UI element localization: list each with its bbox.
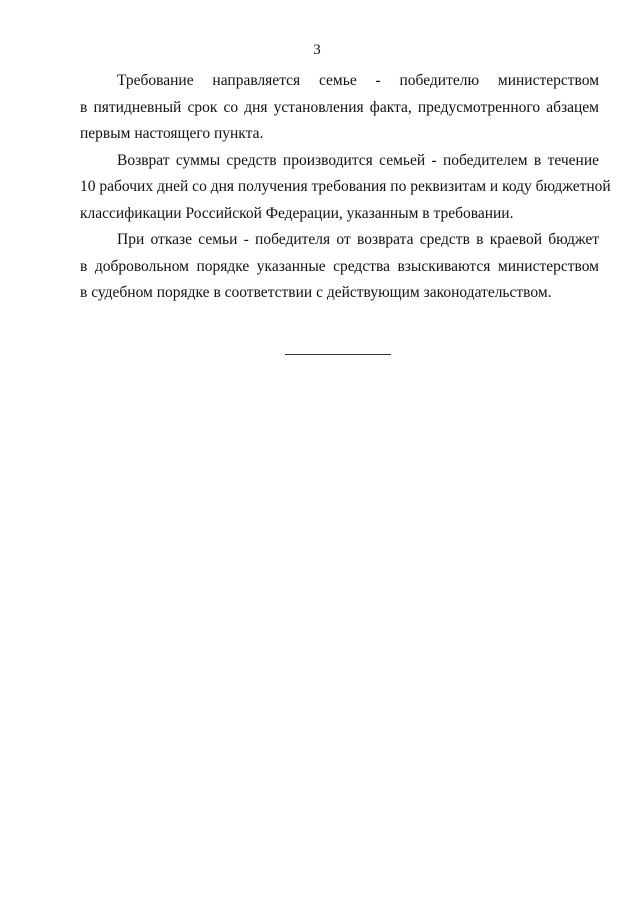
paragraph-line: первым настоящего пункта. — [80, 125, 264, 142]
end-separator-line — [285, 354, 391, 355]
paragraph-line: в пятидневный срок со дня установления факта, предусмотренного абзацем — [80, 98, 599, 116]
paragraph-line: в судебном порядке в соответствии с действующим законодательством. — [80, 284, 552, 301]
paragraph-line: Возврат суммы средств производится семьей - победителем в течение — [117, 151, 599, 169]
paragraph-line: 10 рабочих дней со дня получения требования по реквизитам и коду бюджетной — [80, 178, 611, 195]
paragraph-line: Требование направляется семье - победителю министерством — [117, 72, 599, 89]
document-body — [80, 68, 611, 307]
paragraph-line: классификации Российской Федерации, указанным в требовании. — [80, 204, 514, 222]
paragraph-line: При отказе семьи - победителя от возврата средств в краевой бюджет — [117, 231, 599, 248]
page-number: 3 — [313, 42, 321, 58]
paragraph-refund-terms — [80, 148, 611, 228]
paragraph-refusal-recovery — [80, 227, 599, 307]
paragraph-demand-sent — [80, 68, 599, 148]
paragraph-line: в добровольном порядке указанные средства взыскиваются министерством — [80, 257, 599, 275]
